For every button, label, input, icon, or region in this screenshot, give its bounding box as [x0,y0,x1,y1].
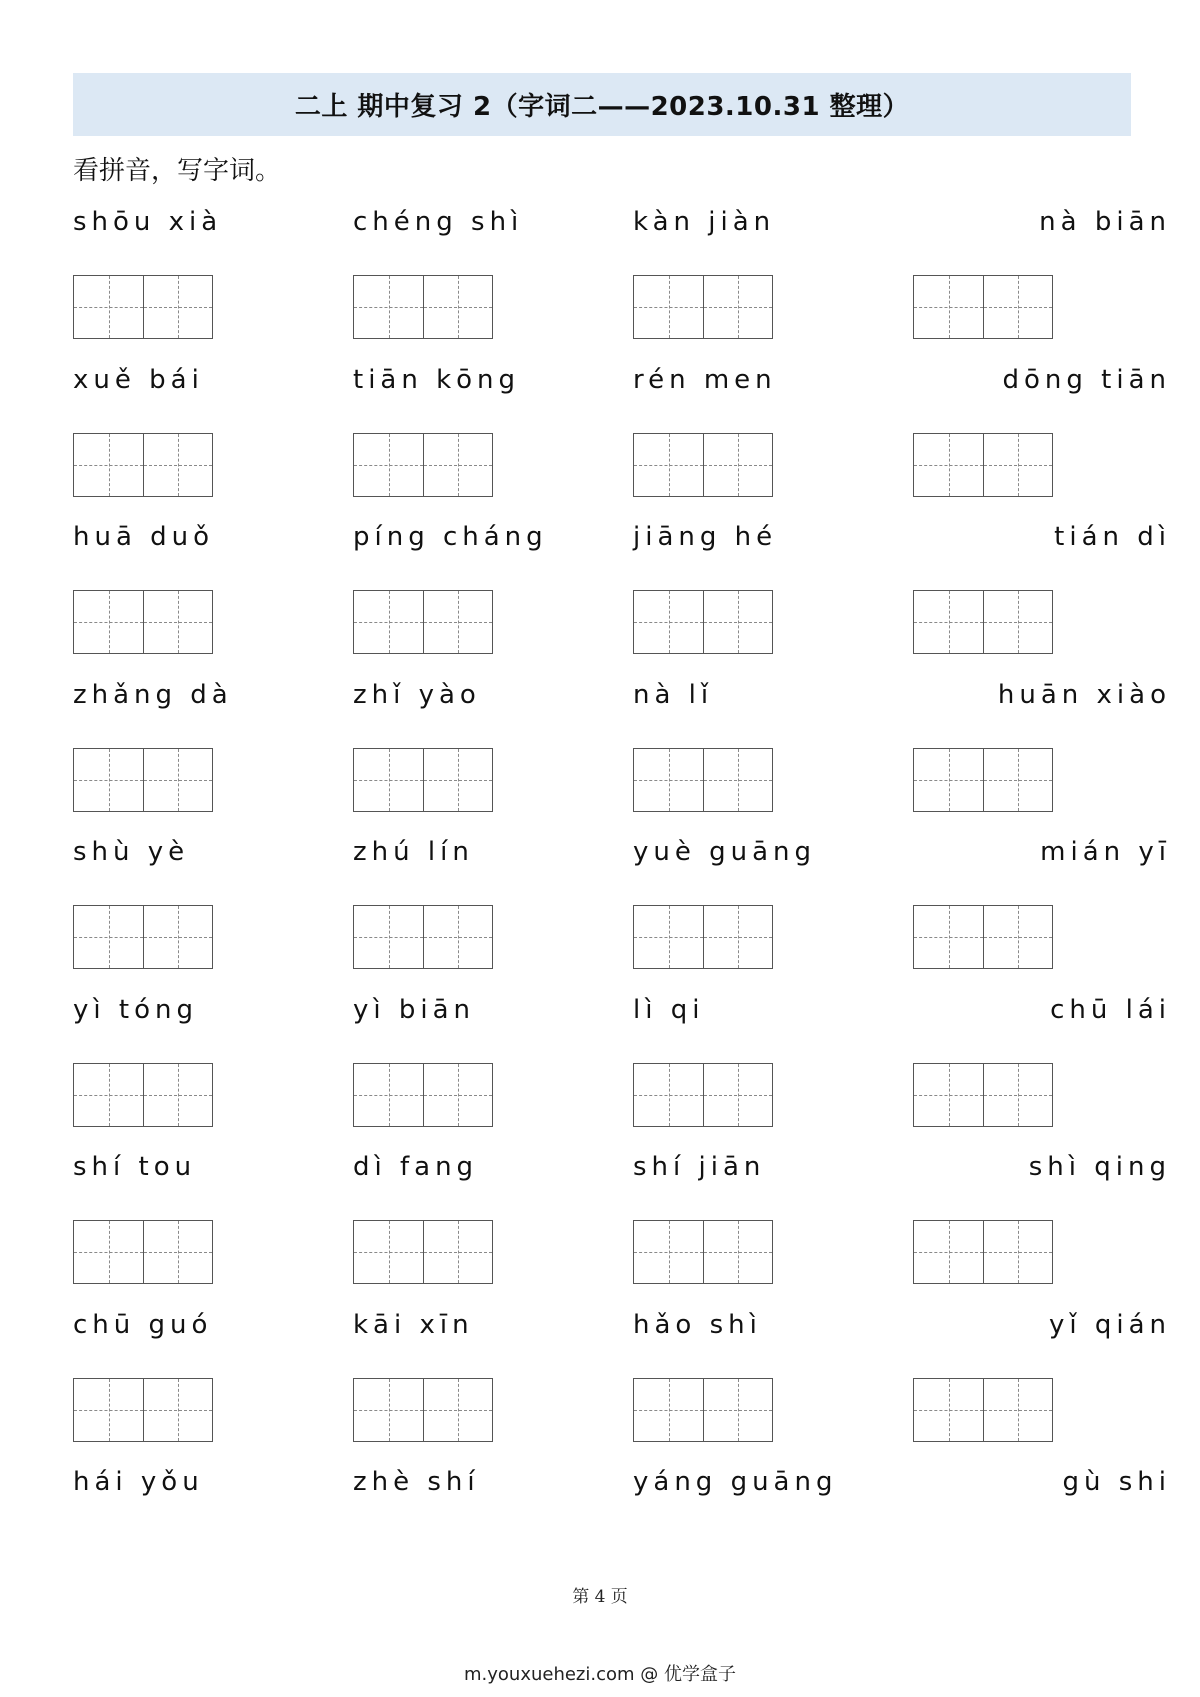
writing-boxes[interactable] [73,1220,213,1284]
writing-cell[interactable] [354,1379,423,1441]
pinyin-label: yuè guāng [633,837,817,867]
writing-cell[interactable] [983,276,1052,338]
writing-cell[interactable] [703,1221,772,1283]
pinyin-label: yì tóng [73,994,198,1025]
writing-cell[interactable] [914,434,983,496]
pinyin-label: shí tou [73,1152,197,1182]
writing-cell[interactable] [354,1064,423,1126]
footer-site: m.youxuehezi.com @ 优学盒子 [463,1664,736,1685]
writing-boxes[interactable] [913,1063,1053,1127]
word-row [73,1308,1171,1466]
writing-cell[interactable] [74,1379,143,1441]
writing-cell[interactable] [354,749,423,811]
pinyin-label: shù yè [73,837,190,867]
writing-cell[interactable] [423,1064,492,1126]
writing-boxes[interactable] [913,433,1053,497]
instruction-text: 看拼音，写字词。 [73,156,282,186]
page-number: 第 4 页 [572,1587,628,1607]
writing-cell[interactable] [914,1379,983,1441]
pinyin-label: yǐ qián [1048,1309,1171,1340]
pinyin-grid [73,205,1171,1623]
writing-boxes[interactable] [913,590,1053,654]
writing-boxes[interactable] [913,905,1053,969]
writing-boxes[interactable] [353,1378,493,1442]
writing-boxes[interactable] [353,905,493,969]
writing-cell[interactable] [74,434,143,496]
word-row [73,835,1171,993]
writing-cell[interactable] [143,906,212,968]
writing-boxes[interactable] [913,748,1053,812]
pinyin-label: hǎo shì [633,1309,762,1340]
writing-cell[interactable] [703,1064,772,1126]
pinyin-label: zhè shí [353,1467,480,1497]
writing-cell[interactable] [143,276,212,338]
pinyin-label: tiān kōng [353,364,521,395]
writing-cell[interactable] [74,749,143,811]
writing-cell[interactable] [423,1379,492,1441]
writing-cell[interactable] [423,749,492,811]
writing-boxes[interactable] [73,1378,213,1442]
pinyin-label: zhǎng dà [73,679,233,710]
writing-cell[interactable] [354,276,423,338]
writing-boxes[interactable] [73,275,213,339]
writing-boxes[interactable] [633,1378,773,1442]
writing-cell[interactable] [143,591,212,653]
pinyin-label: shōu xià [73,207,223,237]
word-row [73,520,1171,678]
writing-cell[interactable] [143,749,212,811]
writing-cell[interactable] [983,906,1052,968]
writing-boxes[interactable] [353,748,493,812]
writing-cell[interactable] [983,1064,1052,1126]
writing-boxes[interactable] [633,590,773,654]
pinyin-label: yì biān [353,994,476,1025]
pinyin-label: xuě bái [73,364,204,395]
pinyin-label: shì qing [1028,1152,1171,1182]
writing-cell[interactable] [354,1221,423,1283]
writing-cell[interactable] [74,1221,143,1283]
writing-cell[interactable] [423,434,492,496]
writing-cell[interactable] [634,749,703,811]
writing-boxes[interactable] [73,748,213,812]
pinyin-label: hái yǒu [73,1467,204,1497]
writing-boxes[interactable] [913,1220,1053,1284]
writing-cell[interactable] [634,276,703,338]
writing-boxes[interactable] [73,1063,213,1127]
pinyin-label: tián dì [1054,522,1171,552]
writing-cell[interactable] [703,906,772,968]
pinyin-label: huā duǒ [73,522,215,552]
writing-boxes[interactable] [353,1220,493,1284]
pinyin-label: dì fang [353,1152,479,1182]
writing-boxes[interactable] [633,905,773,969]
writing-cell[interactable] [423,591,492,653]
writing-cell[interactable] [703,434,772,496]
writing-cell[interactable] [983,1379,1052,1441]
pinyin-label: chéng shì [353,207,524,237]
writing-cell[interactable] [354,591,423,653]
writing-cell[interactable] [914,276,983,338]
word-row [73,205,1171,363]
writing-boxes[interactable] [353,1063,493,1127]
writing-cell[interactable] [914,749,983,811]
pinyin-label: jiāng hé [633,522,778,552]
writing-boxes[interactable] [353,275,493,339]
writing-cell[interactable] [74,906,143,968]
writing-boxes[interactable] [633,433,773,497]
writing-cell[interactable] [634,434,703,496]
writing-cell[interactable] [143,434,212,496]
writing-cell[interactable] [914,1221,983,1283]
writing-cell[interactable] [634,906,703,968]
writing-cell[interactable] [423,276,492,338]
pinyin-label: shí jiān [633,1152,766,1182]
writing-boxes[interactable] [353,590,493,654]
writing-boxes[interactable] [633,275,773,339]
writing-boxes[interactable] [633,1063,773,1127]
pinyin-label: yáng guāng [633,1467,838,1497]
title-bar [73,73,1131,136]
pinyin-label: lì qi [633,994,705,1025]
word-row [73,1150,1171,1308]
pinyin-label: gù shi [1062,1467,1171,1497]
writing-boxes[interactable] [73,433,213,497]
writing-cell[interactable] [914,591,983,653]
word-row [73,363,1171,521]
writing-boxes[interactable] [633,748,773,812]
word-row [73,993,1171,1151]
writing-cell[interactable] [983,1221,1052,1283]
writing-cell[interactable] [74,276,143,338]
writing-cell[interactable] [983,434,1052,496]
pinyin-label: nà biān [1039,207,1171,237]
writing-cell[interactable] [703,591,772,653]
writing-cell[interactable] [354,434,423,496]
pinyin-label: kàn jiàn [633,207,776,237]
pinyin-label: mián yī [1040,837,1171,867]
writing-cell[interactable] [143,1064,212,1126]
writing-boxes[interactable] [913,1378,1053,1442]
writing-cell[interactable] [634,1221,703,1283]
writing-cell[interactable] [74,1064,143,1126]
writing-cell[interactable] [143,1379,212,1441]
writing-cell[interactable] [634,591,703,653]
writing-cell[interactable] [143,1221,212,1283]
writing-boxes[interactable] [913,275,1053,339]
pinyin-label: kāi xīn [353,1309,474,1340]
writing-cell[interactable] [703,749,772,811]
pinyin-label: rén men [633,364,777,395]
pinyin-label: dōng tiān [1002,364,1171,395]
pinyin-label: huān xiào [997,679,1171,710]
pinyin-label: zhú lín [353,837,474,867]
writing-cell[interactable] [914,1064,983,1126]
writing-cell[interactable] [914,906,983,968]
writing-boxes[interactable] [73,590,213,654]
writing-cell[interactable] [983,749,1052,811]
writing-cell[interactable] [634,1064,703,1126]
writing-cell[interactable] [423,906,492,968]
writing-cell[interactable] [634,1379,703,1441]
writing-boxes[interactable] [633,1220,773,1284]
writing-cell[interactable] [983,591,1052,653]
writing-cell[interactable] [703,1379,772,1441]
pinyin-label: píng cháng [353,522,548,552]
writing-cell[interactable] [423,1221,492,1283]
writing-cell[interactable] [354,906,423,968]
writing-boxes[interactable] [353,433,493,497]
pinyin-label: chū lái [1050,994,1171,1025]
page-title: 二上 期中复习 2（字词二——2023.10.31 整理） [294,92,910,122]
pinyin-label: chū guó [73,1309,213,1340]
writing-cell[interactable] [703,276,772,338]
writing-boxes[interactable] [73,905,213,969]
writing-cell[interactable] [74,591,143,653]
pinyin-label: nà lǐ [633,679,714,710]
pinyin-label: zhǐ yào [353,679,481,710]
word-row [73,678,1171,836]
